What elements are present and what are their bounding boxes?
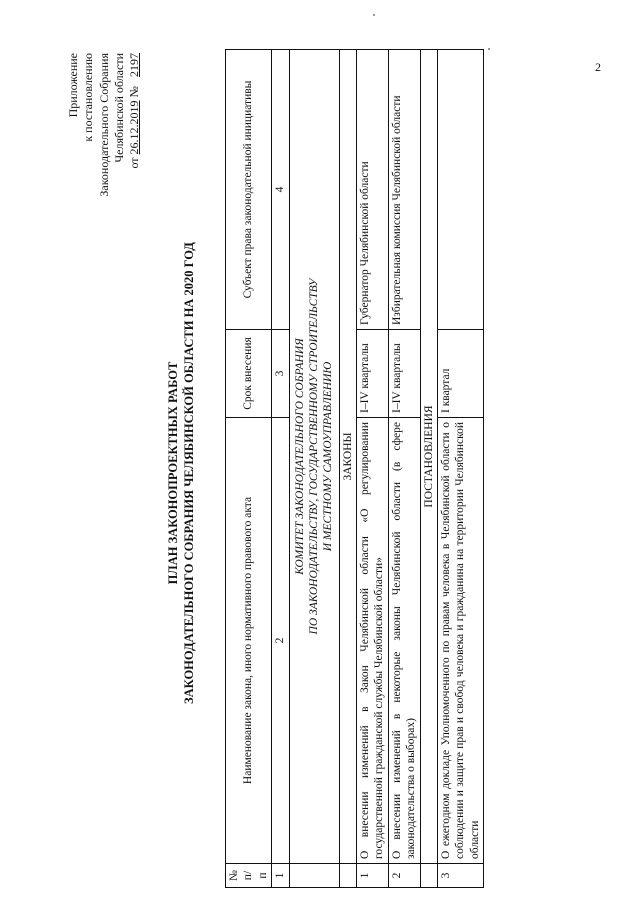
appendix-block: [66, 53, 143, 278]
header-num: № п/п: [226, 864, 272, 888]
table-row: [437, 50, 483, 888]
col-number: 1: [272, 864, 289, 888]
appendix-date: 26.12.2019: [127, 100, 142, 155]
col-number: 3: [272, 330, 289, 418]
row-subject: Губернатор Челябинской области: [357, 50, 389, 330]
appendix-from: от: [127, 157, 142, 169]
row-subject: [437, 50, 483, 330]
row-num: 2: [388, 864, 420, 888]
appendix-number: 2197: [127, 53, 142, 77]
row-name: О внесении изменений в некоторые законы Челябинской области (в сфере законодательства о выборах): [388, 418, 420, 864]
committee-line-1: КОМИТЕТ ЗАКОНОДАТЕЛЬНОГО СОБРАНИЯ: [293, 338, 306, 575]
committee-line-3: И МЕСТНОМУ САМОУПРАВЛЕНИЮ: [322, 361, 335, 552]
section-resolutions-row: [420, 50, 437, 888]
row-num: 3: [437, 864, 483, 888]
column-number-row: [272, 50, 289, 888]
row-term: I–IV кварталы: [357, 330, 389, 418]
row-name: О ежегодном докладе Уполномоченного по правам человека в Челябинской области о соблюдении и защите прав и свобод человека и гражданина на территории Челябинской области: [437, 418, 483, 864]
scan-speck: [488, 48, 490, 50]
rotated-document-sheet: [0, 48, 481, 898]
row-num: 1: [357, 864, 389, 888]
section-laws: ЗАКОНЫ: [339, 50, 356, 864]
row-name: О внесении изменений в Закон Челябинской области «О регулировании государственной гражданской службы Челябинской области»: [357, 418, 389, 864]
committee-heading: [289, 50, 339, 864]
appendix-line: Челябинской области: [112, 53, 127, 163]
appendix-line: Приложение: [66, 53, 80, 118]
scan-speck: [373, 14, 375, 16]
header-name: Наименование закона, иного нормативного правового акта: [226, 418, 272, 864]
row-subject: Избирательная комиссия Челябинской области: [388, 50, 420, 330]
section-laws-row: [339, 50, 356, 888]
page-number: 2: [595, 60, 601, 74]
committee-line-2: ПО ЗАКОНОДАТЕЛЬСТВУ, ГОСУДАРСТВЕННОМУ СТРОИТЕЛЬСТВУ: [307, 278, 320, 635]
header-subject: Субъект права законодательной инициативы: [226, 50, 272, 330]
appendix-line: Законодательного Собрания: [96, 53, 111, 197]
row-term: I квартал: [437, 330, 483, 418]
col-number: 2: [272, 418, 289, 864]
appendix-date-line: [127, 53, 142, 278]
row-term: I–IV кварталы: [388, 330, 420, 418]
committee-row: [289, 50, 339, 888]
title-line-2: ЗАКОНОДАТЕЛЬНОГО СОБРАНИЯ ЧЕЛЯБИНСКОЙ ОБЛАСТИ НА 2020 ГОД: [182, 242, 197, 704]
title-line-1: ПЛАН ЗАКОНОПРОЕКТНЫХ РАБОТ: [166, 361, 180, 585]
header-row: [226, 50, 272, 888]
appendix-number-sign: №: [127, 86, 142, 98]
plan-table: [225, 49, 484, 888]
appendix-line: к постановлению: [81, 53, 96, 142]
col-number: 4: [272, 50, 289, 330]
table-row: [388, 50, 420, 888]
table-row: [357, 50, 389, 888]
document-title: [165, 48, 198, 898]
section-resolutions: ПОСТАНОВЛЕНИЯ: [420, 50, 437, 864]
header-term: Срок внесения: [226, 330, 272, 418]
